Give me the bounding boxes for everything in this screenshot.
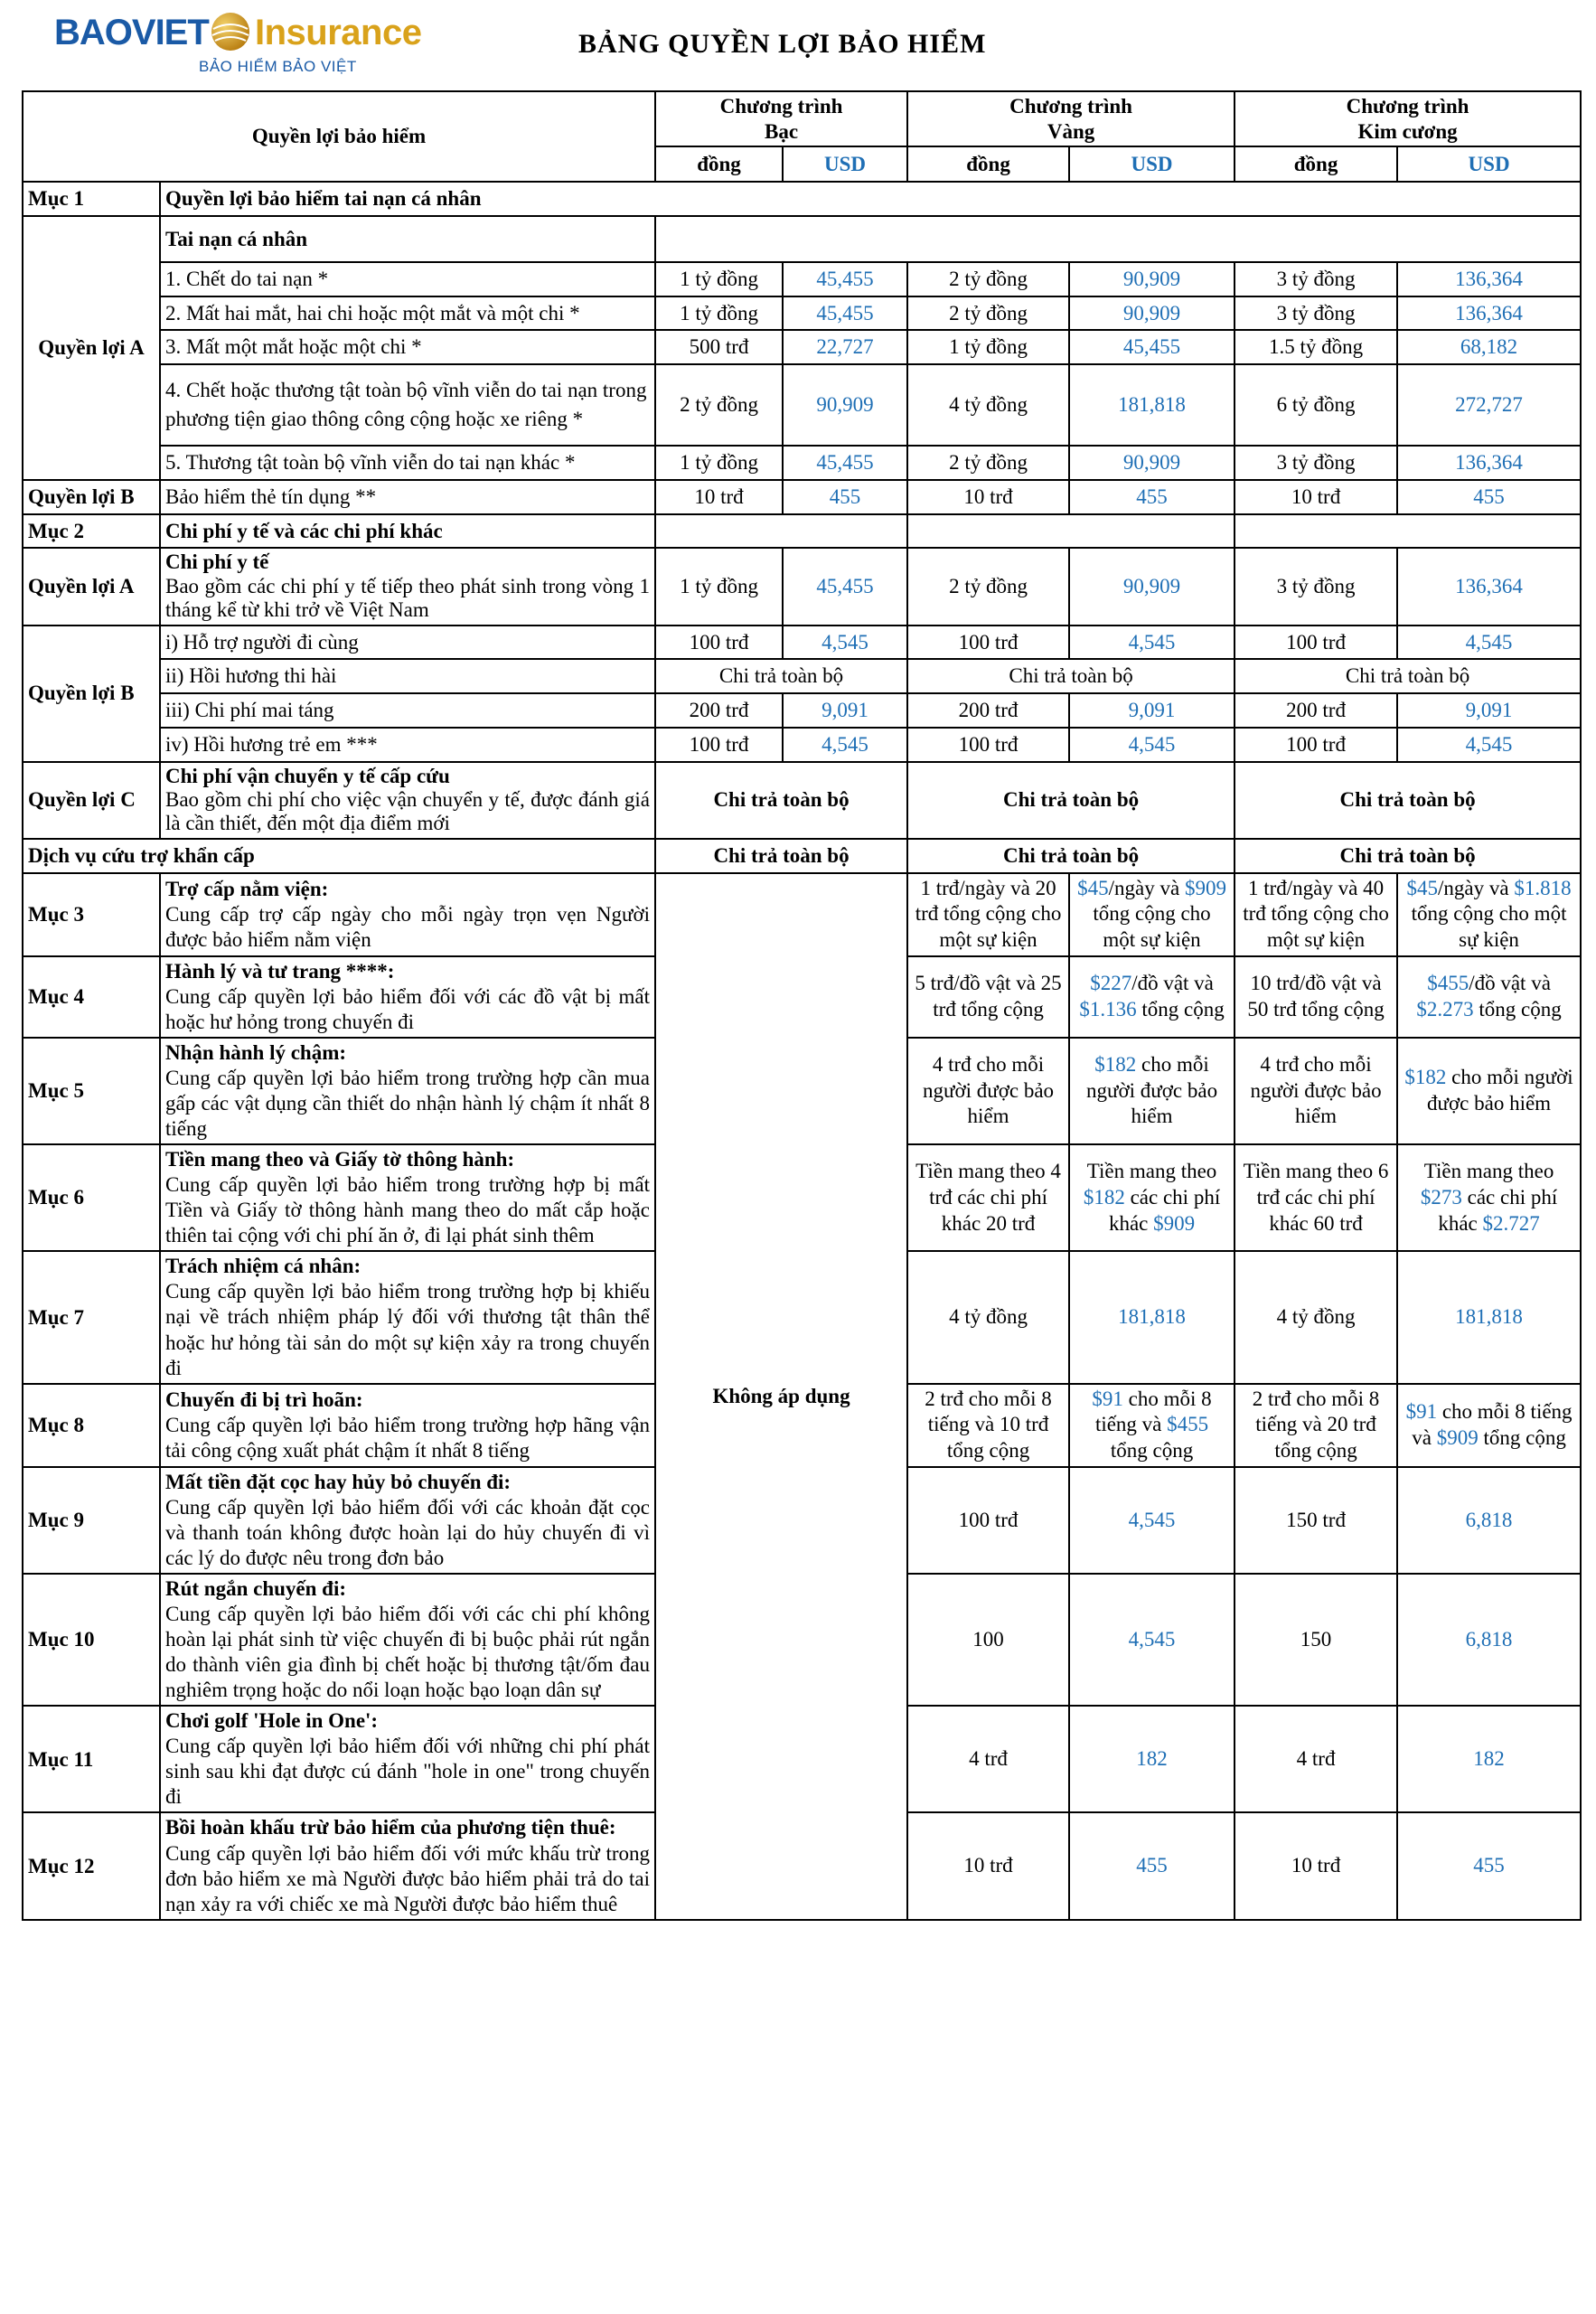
value-cell: Chi trả toàn bộ — [655, 659, 907, 693]
section-title: Quyền lợi bảo hiểm tai nạn cá nhân — [160, 182, 1581, 216]
section-code: Mục 9 — [23, 1467, 160, 1574]
program-name: Bạc — [764, 119, 799, 143]
value-cell: Chi trả toàn bộ — [1235, 839, 1581, 873]
benefit-title: Mất tiền đặt cọc hay hủy bỏ chuyến đi: — [165, 1470, 512, 1493]
value-cell: 4 tỷ đồng — [1235, 1251, 1397, 1383]
value-cell: 455 — [783, 480, 907, 514]
row-label: 4. Chết hoặc thương tật toàn bộ vĩnh viễn do tai nạn trong phương tiện giao thông công cộng hoặc xe riêng * — [160, 364, 655, 446]
value-cell: 1.5 tỷ đồng — [1235, 330, 1397, 364]
currency-usd: USD — [783, 146, 907, 182]
benefit-description — [160, 1251, 655, 1383]
section-code: Mục 11 — [23, 1706, 160, 1812]
cell-text: $182 — [1404, 1066, 1447, 1089]
cell-text: các chi phí khác — [1438, 1185, 1558, 1235]
section-code: Mục 7 — [23, 1251, 160, 1383]
value-cell — [1397, 1144, 1581, 1251]
value-cell: Chi trả toàn bộ — [655, 839, 907, 873]
cell-text: $909 — [1153, 1211, 1196, 1235]
value-cell: 10 trđ — [907, 1812, 1069, 1919]
cell-text: /đồ vật và — [1469, 972, 1551, 995]
value-cell: 500 trđ — [655, 330, 783, 364]
benefit-title: Chuyến đi bị trì hoãn: — [165, 1387, 363, 1411]
cell-text: $227 — [1090, 972, 1132, 995]
logo-insurance: Insurance — [255, 13, 422, 52]
globe-icon — [210, 11, 251, 52]
currency-usd: USD — [1069, 146, 1235, 182]
section-code: Mục 8 — [23, 1384, 160, 1467]
benefit-label: Quyền lợi A — [23, 216, 160, 480]
value-cell: Chi trả toàn bộ — [1235, 762, 1581, 839]
value-cell: 4 tỷ đồng — [907, 364, 1069, 446]
baoviet-logo — [54, 9, 506, 81]
benefit-label: Quyền lợi B — [23, 480, 160, 514]
cell-text: /ngày và — [1438, 876, 1515, 899]
value-cell: 1 trđ/ngày và 20 trđ tổng cộng cho một sự kiện — [907, 873, 1069, 956]
value-cell: 3 tỷ đồng — [1235, 446, 1397, 480]
value-cell: 68,182 — [1397, 330, 1581, 364]
value-cell: 4 trđ — [1235, 1706, 1397, 1812]
cell-text: tổng cộng cho một sự kiện — [1093, 902, 1211, 952]
section-code: Mục 4 — [23, 956, 160, 1038]
cell-text: $45 — [1406, 876, 1439, 899]
benefit-description — [160, 956, 655, 1038]
value-cell: 1 tỷ đồng — [907, 330, 1069, 364]
value-cell: 10 trđ — [1235, 480, 1397, 514]
value-cell: 1 tỷ đồng — [655, 446, 783, 480]
value-cell: 100 trđ — [907, 1467, 1069, 1574]
benefit-title: Rút ngắn chuyến đi: — [165, 1577, 347, 1601]
value-cell: Tiền mang theo 4 trđ các chi phí khác 20 trđ — [907, 1144, 1069, 1251]
value-cell: 90,909 — [1069, 446, 1235, 480]
benefit-desc: Bao gồm các chi phí y tế tiếp theo phát sinh trong vòng 1 tháng kể từ khi trở về Việt Nam — [165, 574, 651, 622]
program-header — [655, 91, 907, 146]
empty-cell — [1235, 514, 1581, 549]
row-label: 1. Chết do tai nạn * — [160, 262, 655, 296]
value-cell: 2 trđ cho mỗi 8 tiếng và 20 trđ tổng cộng — [1235, 1384, 1397, 1467]
value-cell: 6,818 — [1397, 1574, 1581, 1706]
value-cell: 1 trđ/ngày và 40 trđ tổng cộng cho một sự kiện — [1235, 873, 1397, 956]
cell-text: cho mỗi 8 tiếng và — [1412, 1400, 1573, 1449]
value-cell: 9,091 — [1397, 693, 1581, 728]
section-code: Mục 3 — [23, 873, 160, 956]
value-cell: 10 trđ/đồ vật và 50 trđ tổng cộng — [1235, 956, 1397, 1038]
value-cell: 2 trđ cho mỗi 8 tiếng và 10 trđ tổng cộng — [907, 1384, 1069, 1467]
value-cell: 90,909 — [783, 364, 907, 446]
cell-text: tổng cộng — [1110, 1439, 1194, 1463]
benefits-table — [22, 90, 1582, 1921]
cell-text: các chi phí khác — [1108, 1185, 1221, 1235]
cell-text: /đồ vật và — [1131, 972, 1214, 995]
value-cell: 1 tỷ đồng — [655, 262, 783, 296]
section-code: Mục 2 — [23, 514, 160, 549]
benefit-description — [160, 548, 655, 625]
benefit-description — [160, 1574, 655, 1706]
benefit-desc: Cung cấp quyền lợi bảo hiểm trong trường hợp bị khiếu nại về trách nhiệm pháp lý đối với thương tật thân thể hoặc hư hỏng tài sản do một sự kiện xảy ra trong chuyến đi — [165, 1280, 651, 1379]
value-cell: 45,455 — [1069, 330, 1235, 364]
row-label: 2. Mất hai mắt, hai chi hoặc một mắt và một chi * — [160, 296, 655, 331]
value-cell: 200 trđ — [1235, 693, 1397, 728]
section-code: Mục 5 — [23, 1038, 160, 1144]
program-name: Vàng — [1047, 119, 1095, 143]
cell-text: $91 — [1092, 1387, 1123, 1410]
row-label: ii) Hồi hương thi hài — [160, 659, 655, 693]
cell-text: $2.273 — [1416, 997, 1474, 1021]
subsection-title: Tai nạn cá nhân — [160, 216, 655, 262]
value-cell — [1069, 1144, 1235, 1251]
cell-text: cho mỗi 8 tiếng và — [1094, 1387, 1212, 1436]
value-cell: 4,545 — [1069, 728, 1235, 762]
benefit-description — [160, 1706, 655, 1812]
benefit-description — [160, 873, 655, 956]
cell-text: tổng cộng — [1136, 997, 1225, 1021]
value-cell: 4 trđ cho mỗi người được bảo hiểm — [1235, 1038, 1397, 1144]
benefit-description — [160, 1467, 655, 1574]
value-cell: 136,364 — [1397, 296, 1581, 331]
value-cell — [1069, 873, 1235, 956]
empty-cell — [655, 216, 1581, 262]
cell-text: tổng cộng cho một sự kiện — [1411, 902, 1567, 952]
value-cell: 1 tỷ đồng — [655, 296, 783, 331]
cell-text: $455 — [1427, 972, 1469, 995]
cell-text: $2.727 — [1482, 1211, 1540, 1235]
benefit-desc: Cung cấp quyền lợi bảo hiểm trong trường hợp hãng vận tải công cộng xuất phát chậm ít nhất 8 tiếng — [165, 1413, 651, 1462]
value-cell: 4 tỷ đồng — [907, 1251, 1069, 1383]
currency-usd: USD — [1397, 146, 1581, 182]
value-cell: 4 trđ — [907, 1706, 1069, 1812]
cell-text: tổng cộng — [1478, 1425, 1566, 1449]
value-cell: 45,455 — [783, 446, 907, 480]
page-header — [0, 0, 1596, 90]
column-header: Quyền lợi bảo hiểm — [23, 91, 655, 182]
value-cell — [1069, 956, 1235, 1038]
document-title: BẢNG QUYỀN LỢI BẢO HIỂM — [578, 29, 987, 59]
value-cell: 1 tỷ đồng — [655, 548, 783, 625]
value-cell: 45,455 — [783, 548, 907, 625]
benefit-desc: Cung cấp quyền lợi bảo hiểm đối với mức khấu trừ trong đơn bảo hiểm xe mà Người được bảo hiểm phải trả do tai nạn xảy ra với chiếc xe mà Người được bảo hiểm thuê — [165, 1841, 651, 1915]
cell-text: $182 — [1094, 1052, 1137, 1076]
section-title: Chi phí y tế và các chi phí khác — [160, 514, 655, 549]
benefit-title: Hành lý và tư trang ****: — [165, 959, 395, 983]
value-cell: 2 tỷ đồng — [907, 262, 1069, 296]
cell-text: Tiền mang theo — [1086, 1160, 1217, 1183]
value-cell: 6,818 — [1397, 1467, 1581, 1574]
benefit-description — [160, 1384, 655, 1467]
value-cell: 4,545 — [783, 728, 907, 762]
value-cell — [1397, 1038, 1581, 1144]
benefit-description — [160, 1144, 655, 1251]
value-cell: 100 trđ — [655, 626, 783, 660]
value-cell: 455 — [1397, 480, 1581, 514]
benefit-title: Chi phí y tế — [165, 550, 269, 574]
value-cell: 4,545 — [1069, 1574, 1235, 1706]
value-cell: 2 tỷ đồng — [907, 296, 1069, 331]
row-label: 3. Mất một mắt hoặc một chi * — [160, 330, 655, 364]
value-cell: 90,909 — [1069, 262, 1235, 296]
value-cell: 6 tỷ đồng — [1235, 364, 1397, 446]
value-cell: 136,364 — [1397, 262, 1581, 296]
value-cell — [1397, 956, 1581, 1038]
benefit-title: Trợ cấp nằm viện: — [165, 877, 329, 900]
row-label: Bảo hiểm thẻ tín dụng ** — [160, 480, 655, 514]
section-title: Dịch vụ cứu trợ khẩn cấp — [23, 839, 655, 873]
value-cell: 136,364 — [1397, 446, 1581, 480]
section-code: Mục 12 — [23, 1812, 160, 1919]
cell-text: cho mỗi người được bảo hiểm — [1086, 1052, 1218, 1128]
not-applicable-cell: Không áp dụng — [655, 873, 907, 1920]
value-cell: 136,364 — [1397, 548, 1581, 625]
value-cell: 10 trđ — [907, 480, 1069, 514]
benefit-desc: Cung cấp quyền lợi bảo hiểm đối với những chi phí phát sinh sau khi đạt được cú đánh "hole in one" trong chuyến đi — [165, 1735, 651, 1809]
cell-text: tổng cộng — [1473, 997, 1562, 1021]
value-cell: 3 tỷ đồng — [1235, 296, 1397, 331]
benefit-desc: Cung cấp quyền lợi bảo hiểm đối với các khoản đặt cọc và thanh toán không được hoàn lại do hủy chuyến đi vì các lý do được nêu trong đơn bảo — [165, 1495, 651, 1570]
program-name: Chương trình — [1346, 95, 1469, 118]
value-cell: 4 trđ cho mỗi người được bảo hiểm — [907, 1038, 1069, 1144]
program-name: Kim cương — [1357, 119, 1458, 143]
value-cell: 4,545 — [1069, 1467, 1235, 1574]
cell-text: cho mỗi người được bảo hiểm — [1427, 1066, 1573, 1115]
logo-brand: BAOVIET — [54, 13, 209, 52]
benefit-description — [160, 1812, 655, 1919]
benefit-title: Nhận hành lý chậm: — [165, 1041, 347, 1065]
value-cell: 22,727 — [783, 330, 907, 364]
benefit-desc: Cung cấp quyền lợi bảo hiểm trong trường hợp bị mất Tiền và Giấy tờ thông hành mang theo do mất cắp hoặc thiên tai cộng với chi phí ăn ở, đi lại phát sinh thêm — [165, 1173, 651, 1247]
value-cell: 200 trđ — [907, 693, 1069, 728]
value-cell: 100 trđ — [907, 728, 1069, 762]
benefit-title: Chơi golf 'Hole in One': — [165, 1709, 379, 1733]
value-cell: Chi trả toàn bộ — [1235, 659, 1581, 693]
value-cell: 45,455 — [783, 296, 907, 331]
row-label: i) Hỗ trợ người đi cùng — [160, 626, 655, 660]
row-label: iv) Hồi hương trẻ em *** — [160, 728, 655, 762]
value-cell: 455 — [1397, 1812, 1581, 1919]
benefit-title: Chi phí vận chuyển y tế cấp cứu — [165, 764, 450, 787]
value-cell: 5 trđ/đồ vật và 25 trđ tổng cộng — [907, 956, 1069, 1038]
value-cell: 3 tỷ đồng — [1235, 262, 1397, 296]
value-cell: 100 trđ — [1235, 626, 1397, 660]
value-cell: Chi trả toàn bộ — [907, 762, 1235, 839]
program-name: Chương trình — [1009, 95, 1132, 118]
value-cell: 4,545 — [1397, 728, 1581, 762]
benefit-title: Trách nhiệm cá nhân: — [165, 1255, 361, 1278]
cell-text: $1.818 — [1514, 876, 1572, 899]
value-cell: 182 — [1069, 1706, 1235, 1812]
benefit-description — [160, 1038, 655, 1144]
cell-text: /ngày và — [1108, 876, 1185, 899]
empty-cell — [655, 514, 907, 549]
value-cell — [1397, 1384, 1581, 1467]
value-cell — [1069, 1038, 1235, 1144]
value-cell: 150 trđ — [1235, 1467, 1397, 1574]
value-cell: 9,091 — [1069, 693, 1235, 728]
value-cell: 100 trđ — [655, 728, 783, 762]
logo-tagline: BẢO HIỂM BẢO VIỆT — [199, 58, 357, 75]
value-cell: 4,545 — [783, 626, 907, 660]
value-cell: 3 tỷ đồng — [1235, 548, 1397, 625]
cell-text: $45 — [1077, 876, 1109, 899]
value-cell: 150 — [1235, 1574, 1397, 1706]
value-cell: Chi trả toàn bộ — [907, 659, 1235, 693]
value-cell: 2 tỷ đồng — [655, 364, 783, 446]
value-cell: Tiền mang theo 6 trđ các chi phí khác 60 trđ — [1235, 1144, 1397, 1251]
section-code: Mục 10 — [23, 1574, 160, 1706]
cell-text: $182 — [1083, 1185, 1125, 1209]
section-code: Mục 6 — [23, 1144, 160, 1251]
row-label: iii) Chi phí mai táng — [160, 693, 655, 728]
benefit-label: Quyền lợi C — [23, 762, 160, 839]
value-cell: 10 trđ — [1235, 1812, 1397, 1919]
currency-vnd: đồng — [1235, 146, 1397, 182]
currency-vnd: đồng — [655, 146, 783, 182]
value-cell: 455 — [1069, 480, 1235, 514]
benefit-label: Quyền lợi A — [23, 548, 160, 625]
value-cell: 181,818 — [1397, 1251, 1581, 1383]
benefit-label: Quyền lợi B — [23, 626, 160, 762]
section-code: Mục 1 — [23, 182, 160, 216]
value-cell: 90,909 — [1069, 296, 1235, 331]
value-cell: 90,909 — [1069, 548, 1235, 625]
benefit-desc: Cung cấp quyền lợi bảo hiểm đối với các chi phí không hoàn lại phát sinh từ việc chuyến đi bị buộc phải rút ngắn do thành viên gia đình bị chết hoặc bị thương tật/ốm đau nghiêm trọng hoặc do nổi loạn hoặc bạo loạn dân sự — [165, 1603, 651, 1702]
value-cell — [1397, 873, 1581, 956]
value-cell: 4,545 — [1069, 626, 1235, 660]
empty-cell — [907, 514, 1235, 549]
benefit-desc: Cung cấp trợ cấp ngày cho mỗi ngày trọn vẹn Người được bảo hiểm nằm viện — [165, 902, 651, 951]
value-cell: Chi trả toàn bộ — [907, 839, 1235, 873]
value-cell: 455 — [1069, 1812, 1235, 1919]
value-cell: 200 trđ — [655, 693, 783, 728]
value-cell: 100 trđ — [907, 626, 1069, 660]
value-cell: 10 trđ — [655, 480, 783, 514]
row-label: 5. Thương tật toàn bộ vĩnh viễn do tai nạn khác * — [160, 446, 655, 480]
benefit-title: Tiền mang theo và Giấy tờ thông hành: — [165, 1148, 515, 1171]
value-cell: 45,455 — [783, 262, 907, 296]
benefit-desc: Cung cấp quyền lợi bảo hiểm đối với các đồ vật bị mất hoặc hư hỏng trong chuyến đi — [165, 984, 651, 1033]
currency-vnd: đồng — [907, 146, 1069, 182]
program-header — [1235, 91, 1581, 146]
benefit-description — [160, 762, 655, 839]
value-cell: 2 tỷ đồng — [907, 446, 1069, 480]
value-cell: 2 tỷ đồng — [907, 548, 1069, 625]
program-header — [907, 91, 1235, 146]
value-cell: 181,818 — [1069, 364, 1235, 446]
benefit-desc: Cung cấp quyền lợi bảo hiểm trong trường hợp cần mua gấp các vật dụng cần thiết do nhận hành lý chậm ít nhất 8 tiếng — [165, 1067, 651, 1141]
program-name: Chương trình — [719, 95, 843, 118]
value-cell — [1069, 1384, 1235, 1467]
cell-text: $455 — [1167, 1413, 1209, 1436]
value-cell: 272,727 — [1397, 364, 1581, 446]
cell-text: $91 — [1405, 1400, 1438, 1423]
cell-text: Tiền mang theo — [1423, 1160, 1554, 1183]
cell-text: $909 — [1184, 876, 1226, 899]
value-cell: 182 — [1397, 1706, 1581, 1812]
value-cell: 100 trđ — [1235, 728, 1397, 762]
value-cell: 100 — [907, 1574, 1069, 1706]
cell-text: $273 — [1420, 1185, 1462, 1209]
value-cell: 9,091 — [783, 693, 907, 728]
cell-text: $1.136 — [1079, 997, 1137, 1021]
value-cell: Chi trả toàn bộ — [655, 762, 907, 839]
benefit-title: Bồi hoàn khấu trừ bảo hiểm của phương tiện thuê: — [165, 1816, 616, 1839]
value-cell: 181,818 — [1069, 1251, 1235, 1383]
cell-text: $909 — [1436, 1425, 1479, 1449]
benefit-desc: Bao gồm chi phí cho việc vận chuyển y tế, được đánh giá là cần thiết, đến một địa điểm mới — [165, 788, 651, 835]
value-cell: 4,545 — [1397, 626, 1581, 660]
